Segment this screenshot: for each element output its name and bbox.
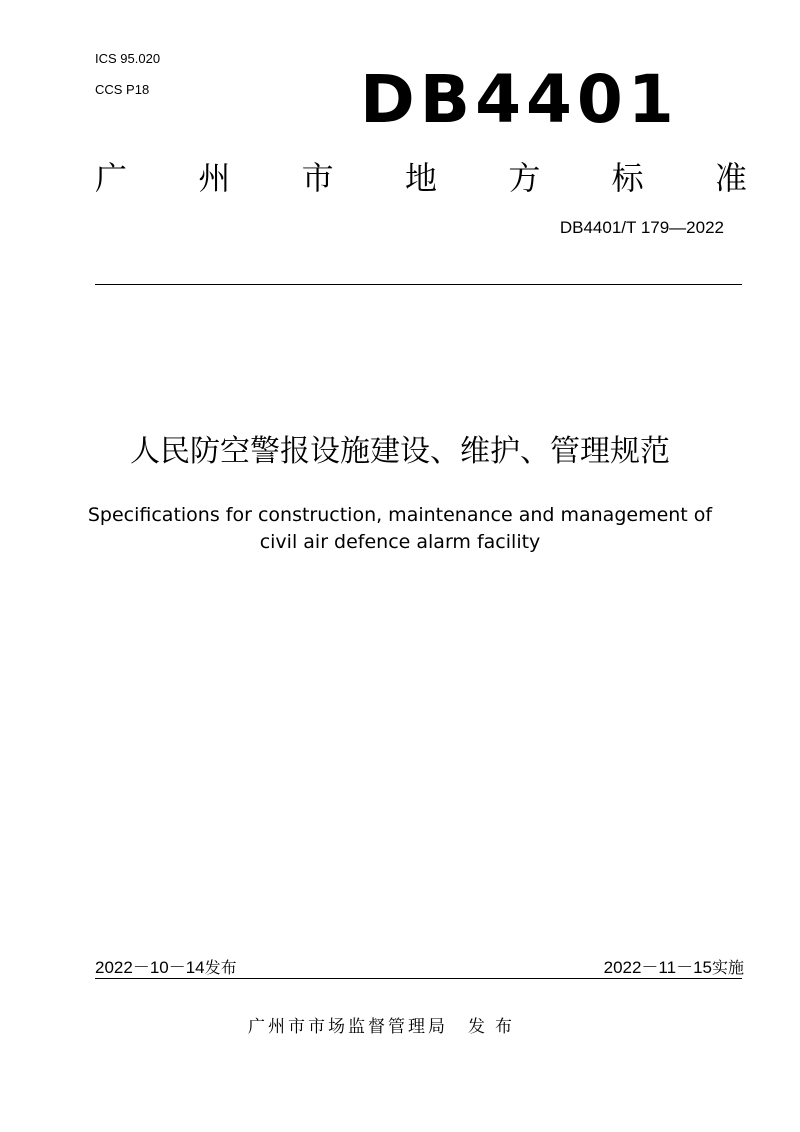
publisher-name: 广州市市场监督管理局 — [248, 1017, 448, 1037]
standard-type-char: 州 — [198, 159, 231, 197]
implementation-date-value: 2022－11－15 — [603, 958, 712, 977]
bottom-divider — [95, 978, 742, 979]
publisher-action: 发布 — [468, 1017, 522, 1037]
implementation-date — [604, 957, 744, 979]
ccs-code: CCS P18 — [95, 82, 150, 97]
standard-code-heading: DB4401 — [360, 61, 679, 138]
english-title-line-1: Specifications for construction, maintenance and management of — [87, 504, 713, 526]
standard-type-char: 准 — [714, 159, 747, 197]
standard-type-heading — [95, 158, 747, 198]
ics-code: ICS 95.020 — [95, 51, 161, 66]
issue-date-value: 2022－10－14 — [95, 958, 205, 977]
standard-type-char: 地 — [404, 159, 437, 197]
top-divider — [95, 284, 742, 285]
standard-number: DB4401/T 179—2022 — [559, 218, 724, 237]
standard-type-char: 市 — [301, 159, 334, 197]
issue-date — [95, 957, 237, 979]
english-title-line-2: civil air defence alarm facility — [259, 531, 541, 553]
document-title-english — [0, 502, 800, 556]
implementation-date-label: 实施 — [711, 958, 744, 977]
standard-type-char: 广 — [95, 159, 128, 197]
issue-date-label: 发布 — [204, 958, 237, 977]
publisher-line — [248, 1015, 522, 1039]
standard-type-char: 方 — [508, 159, 541, 197]
document-title-chinese: 人民防空警报设施建设、维护、管理规范 — [130, 434, 670, 469]
standard-type-char: 标 — [611, 159, 644, 197]
